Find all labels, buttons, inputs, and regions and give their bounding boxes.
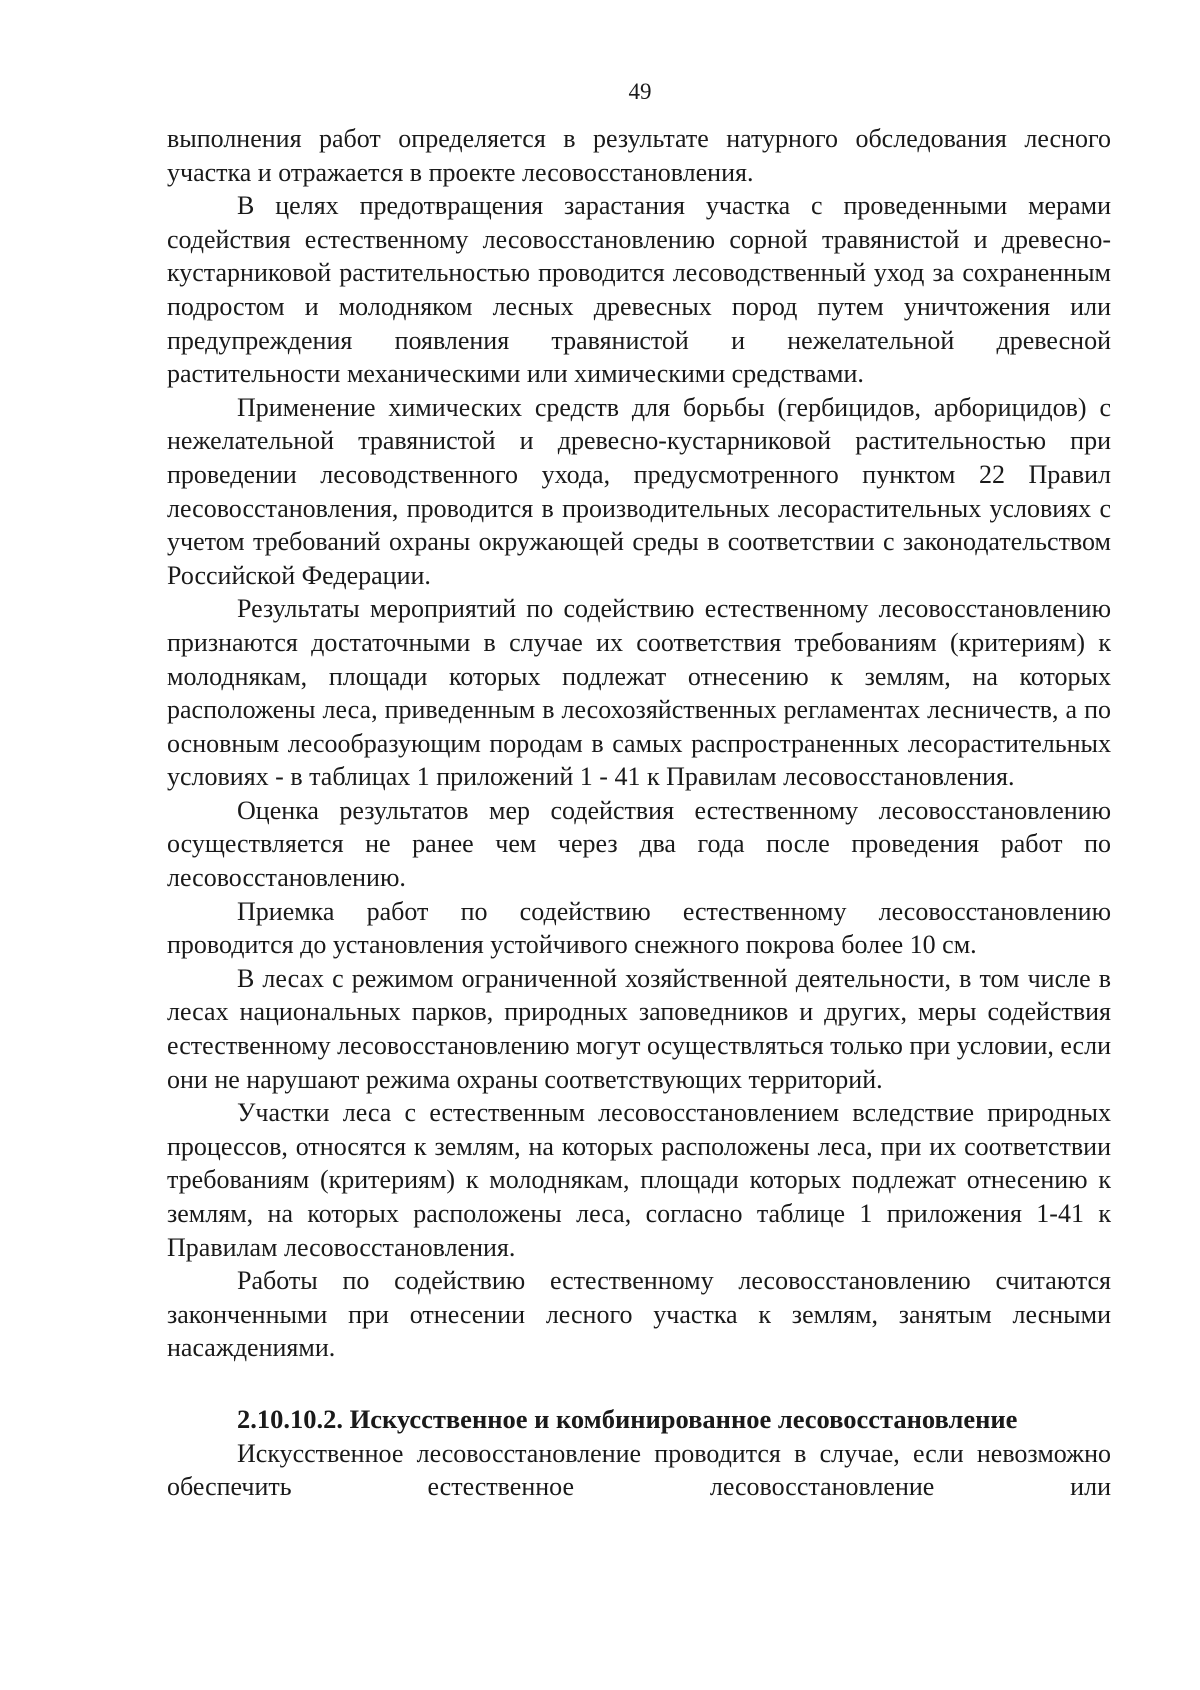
paragraph-restricted-forests: В лесах с режимом ограниченной хозяйственной деятельности, в том числе в лесах национальных парков, природных заповедников и других, меры содействия естественному лесовосстановлению могут осуществляться только при условии, если они не нарушают режима охраны соответствующих территорий. — [167, 963, 1111, 1094]
section-heading: 2.10.10.2. Искусственное и комбинированное лесовосстановление — [237, 1403, 1018, 1434]
paragraph-overgrowth-prevention: В целях предотвращения зарастания участка с проведенными мерами содействия естественному лесовосстановлению сорной травянистой и древесно-кустарниковой растительностью проводится лесоводственный уход за сохраненным подростом и молодняком лесных древесных пород путем уничтожения или предупреждения появления травянистой и нежелательной древесной растительности механическими или химическими средствами. — [167, 191, 1111, 389]
paragraph-natural-processes: Участки леса с естественным лесовосстановлением вследствие природных процессов, относятся к землям, на которых расположены леса, при их соответствии требованиям (критериям) к молоднякам, площади которых подлежат отнесению к землям, на которых расположены леса, согласно таблице 1 приложения 1-41 к Правилам лесовосстановления. — [167, 1098, 1111, 1262]
paragraph-results-evaluation: Оценка результатов мер содействия естественному лесовосстановлению осуществляется не ранее чем через два года после проведения работ по лесовосстановлению. — [167, 795, 1111, 893]
document-body — [167, 122, 1111, 1504]
page-number: 49 — [628, 79, 652, 104]
paragraph-results-criteria: Результаты мероприятий по содействию естественному лесовосстановлению признаются достаточными в случае их соответствия требованиям (критериям) к молоднякам, площади которых подлежат отнесению к землям, на которых расположены леса, приведенным в лесохозяйственных регламентах лесничеств, а по основным лесообразующим породам в самых распространенных лесорастительных условиях - в таблицах 1 приложений 1 - 41 к Правилам лесовосстановления. — [167, 594, 1111, 792]
paragraph-works-acceptance: Приемка работ по содействию естественному лесовосстановлению проводится до установления устойчивого снежного покрова более 10 см. — [167, 896, 1111, 960]
paragraph-works-completed: Работы по содействию естественному лесовосстановлению считаются законченными при отнесении лесного участка к землям, занятым лесными насаждениями. — [167, 1266, 1111, 1363]
paragraph-chemical-means: Применение химических средств для борьбы (гербицидов, арборицидов) с нежелательной травянистой и древесно-кустарниковой растительностью при проведении лесоводственного ухода, предусмотренного пунктом 22 Правил лесовосстановления, проводится в производительных лесорастительных условиях с учетом требований охраны окружающей среды в соответствии с законодательством Российской Федерации. — [167, 392, 1111, 590]
paragraph-artificial-reforestation: Искусственное лесовосстановление проводится в случае, если невозможно обеспечить естественное лесовосстановление или — [167, 1438, 1111, 1502]
paragraph-continuation: выполнения работ определяется в результате натурного обследования лесного участка и отражается в проекте лесовосстановления. — [167, 124, 1111, 187]
